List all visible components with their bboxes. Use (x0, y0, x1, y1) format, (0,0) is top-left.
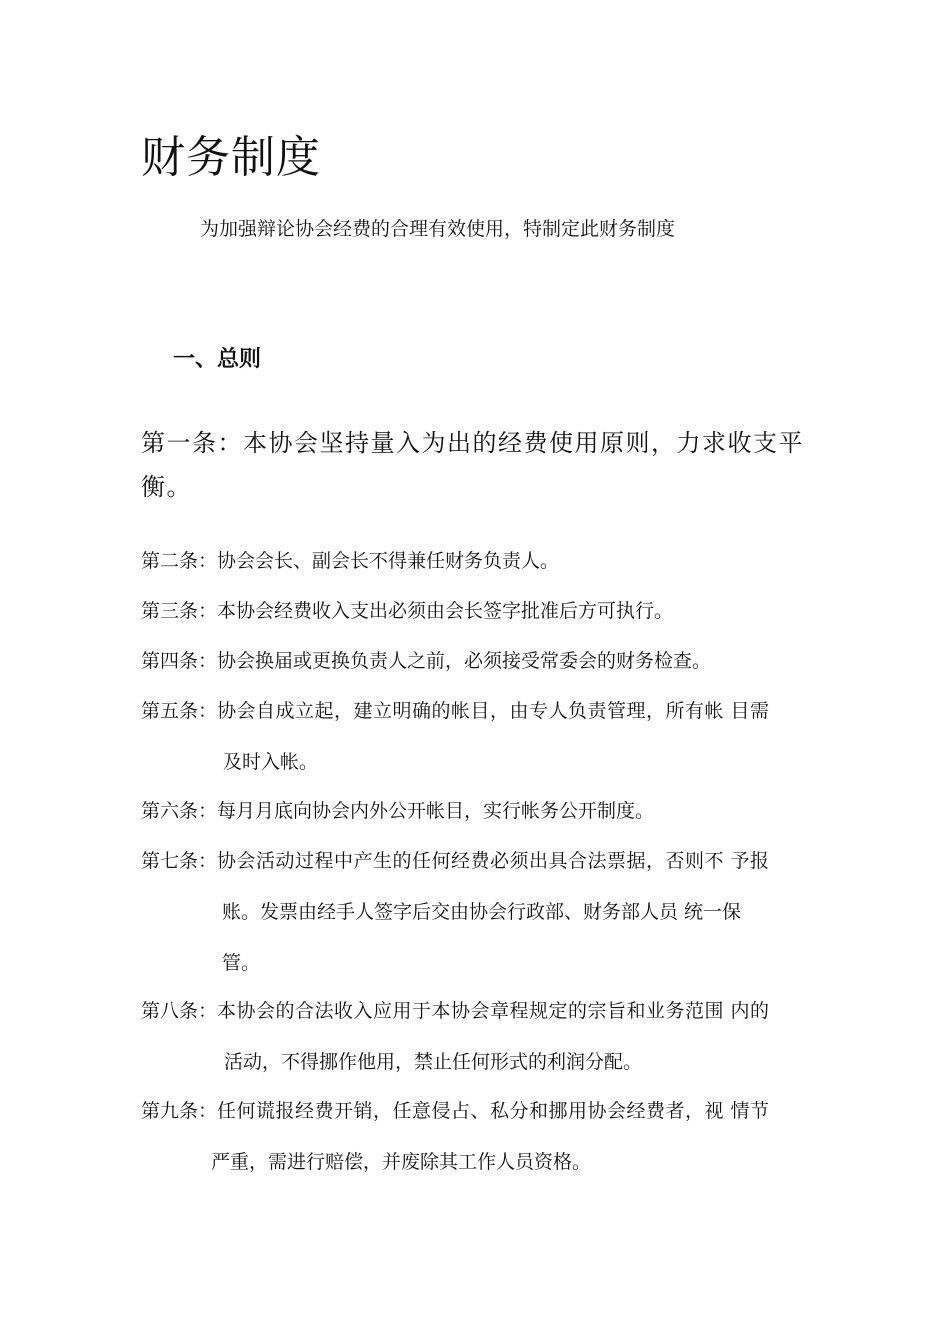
article-3 (141, 586, 821, 637)
article-1-label: 第一条： (141, 429, 243, 457)
intro-paragraph: 为加强辩论协会经费的合理有效使用，特制定此财务制度 (200, 218, 676, 240)
article-9-text-line-2: 严重，需进行赔偿，并废除其工作人员资格。 (211, 1151, 592, 1173)
article-4-text: 协会换届或更换负责人之前，必须接受常委会的财务检查。 (217, 650, 712, 672)
article-4 (141, 636, 821, 687)
article-5-text-line-2: 及时入帐。 (223, 751, 319, 773)
article-2-text: 协会会长、副会长不得兼任财务负责人。 (217, 550, 560, 572)
article-9-label: 第九条： (141, 1100, 218, 1122)
article-7-text-line-3: 管。 (222, 952, 261, 974)
article-1-text: 本协会坚持量入为出的经费使用原则，力求收支平衡。 (141, 429, 804, 501)
article-5-text-line-1: 协会自成立起，建立明确的帐目，由专人负责管理，所有帐 目需 (217, 700, 770, 722)
article-2-label: 第二条： (141, 550, 218, 572)
article-8-label: 第八条： (141, 1000, 218, 1022)
article-5 (141, 686, 821, 788)
article-4-label: 第四条： (141, 650, 218, 672)
article-8-text-line-2: 活动，不得挪作他用，禁止任何形式的利润分配。 (224, 1051, 643, 1073)
article-8 (141, 986, 821, 1088)
article-3-label: 第三条： (141, 600, 218, 622)
document-title: 财务制度 (141, 132, 321, 183)
article-6-text: 每月月底向协会内外公开帐目，实行帐务公开制度。 (217, 800, 655, 822)
article-3-text: 本协会经费收入支出必须由会长签字批准后方可执行。 (217, 600, 674, 622)
article-9 (141, 1086, 821, 1188)
article-6 (141, 786, 821, 837)
article-1 (141, 421, 816, 509)
article-7-text-line-1: 协会活动过程中产生的任何经费必须出具合法票据，否则不 予报 (217, 850, 770, 872)
article-7-text-line-2: 账。发票由经手人签字后交由协会行政部、财务部人员 统一保 (222, 901, 742, 923)
article-7-label: 第七条： (141, 850, 218, 872)
article-7 (141, 836, 821, 989)
article-9-text-line-1: 任何谎报经费开销，任意侵占、私分和挪用协会经费者，视 情节 (217, 1100, 770, 1122)
section-heading-general: 一、总则 (173, 346, 262, 372)
article-5-label: 第五条： (141, 700, 218, 722)
article-8-text-line-1: 本协会的合法收入应用于本协会章程规定的宗旨和业务范围 内的 (217, 1000, 770, 1022)
article-6-label: 第六条： (141, 800, 218, 822)
article-2 (141, 536, 821, 587)
